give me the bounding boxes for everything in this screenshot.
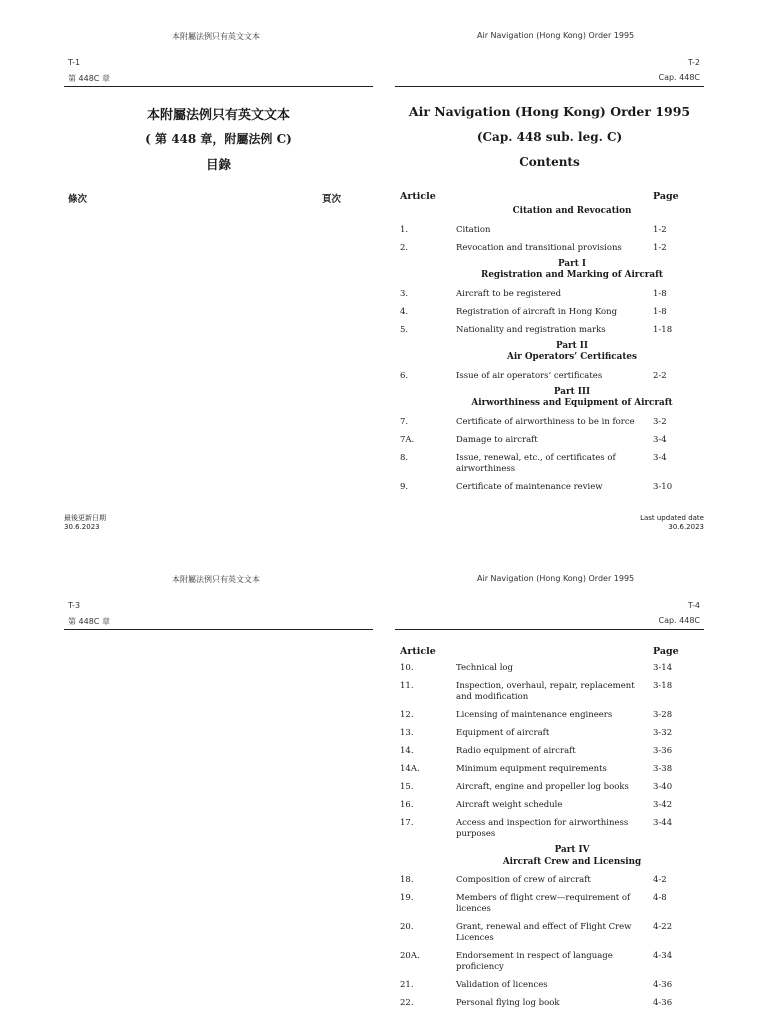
toc-article-number: 15. bbox=[400, 782, 414, 792]
left-page-number: T-1 bbox=[68, 58, 81, 67]
right-top-note: Air Navigation (Hong Kong) Order 1995 bbox=[477, 31, 635, 40]
toc-article-title: Grant, renewal and effect of Flight Crew Licences bbox=[456, 922, 632, 943]
toc-article-number: 11. bbox=[400, 681, 414, 691]
toc-article-number: 7A. bbox=[400, 434, 415, 445]
footer-right bbox=[640, 514, 704, 531]
toc-article-number: 9. bbox=[400, 481, 409, 492]
toc-page-ref: 1-8 bbox=[653, 306, 667, 317]
toc-section-heading-line: Part IV bbox=[554, 845, 590, 855]
toc-section-heading-line: Aircraft Crew and Licensing bbox=[502, 856, 642, 867]
toc-article-number: 5. bbox=[400, 324, 409, 335]
zh-title-line-2: ( 第 448 章，附屬法例 C) bbox=[145, 132, 292, 146]
toc-article-number: 21. bbox=[400, 980, 414, 990]
toc-section-heading-line: Part I bbox=[558, 258, 586, 269]
zh-column-article: 條次 bbox=[68, 194, 88, 205]
toc-row bbox=[400, 225, 704, 236]
toc-article-title: Personal flying log book bbox=[456, 998, 560, 1008]
toc-article-title: Radio equipment of aircraft bbox=[456, 746, 576, 756]
toc-page-t2 bbox=[400, 191, 704, 500]
toc-article-title: Technical log bbox=[456, 663, 513, 673]
toc-article-title: Aircraft, engine and propeller log books bbox=[456, 782, 629, 792]
toc-section-heading bbox=[400, 341, 704, 364]
column-article-2: Article bbox=[400, 646, 436, 657]
toc-row bbox=[400, 307, 704, 318]
toc-row bbox=[400, 998, 704, 1009]
toc-article-title: Composition of crew of aircraft bbox=[456, 875, 591, 885]
toc-article-number: 14A. bbox=[400, 764, 420, 774]
toc-row bbox=[400, 728, 704, 739]
toc-column-headers bbox=[400, 191, 704, 202]
toc-article-title: Nationality and registration marks bbox=[456, 324, 606, 335]
toc-article-number: 13. bbox=[400, 728, 414, 738]
toc-article-title: Citation bbox=[456, 224, 491, 235]
toc-row bbox=[400, 681, 704, 703]
toc-page-ref: 3-14 bbox=[653, 663, 673, 673]
toc-article-number: 22. bbox=[400, 998, 414, 1008]
en-title-line-2: (Cap. 448 sub. leg. C) bbox=[476, 130, 623, 144]
toc-section-heading-line: Part III bbox=[553, 386, 591, 397]
toc-page-ref: 3-10 bbox=[653, 481, 673, 492]
toc-article-title: Issue, renewal, etc., of certificates of airworthiness bbox=[456, 452, 616, 474]
toc-article-title: Revocation and transitional provisions bbox=[456, 242, 622, 253]
toc-article-number: 18. bbox=[400, 875, 414, 885]
toc-article-title: Certificate of maintenance review bbox=[456, 481, 603, 492]
toc-page-ref: 1-8 bbox=[653, 288, 667, 299]
left-chapter-2: 第 448C 章 bbox=[68, 617, 110, 626]
right-chapter: Cap. 448C bbox=[658, 73, 700, 82]
en-title-line-1: Air Navigation (Hong Kong) Order 1995 bbox=[408, 104, 691, 119]
toc-page-ref: 4-2 bbox=[653, 875, 667, 885]
toc-row bbox=[400, 325, 704, 336]
toc-page-ref: 4-34 bbox=[653, 951, 673, 961]
toc-article-title: Certificate of airworthiness to be in force bbox=[456, 416, 635, 427]
footer-left bbox=[64, 514, 106, 531]
toc-column-headers-2 bbox=[400, 646, 704, 657]
toc-row bbox=[400, 818, 704, 840]
toc-section-heading bbox=[400, 206, 704, 218]
toc-article-number: 6. bbox=[400, 370, 409, 381]
toc-section-heading bbox=[400, 259, 704, 282]
toc-page-ref: 3-4 bbox=[653, 452, 667, 463]
toc-row bbox=[400, 371, 704, 382]
toc-article-number: 8. bbox=[400, 452, 409, 463]
toc-section-heading-line: Part II bbox=[555, 340, 589, 351]
toc-page-t4 bbox=[400, 646, 704, 1016]
right-header-rule bbox=[395, 86, 704, 87]
right-page-number: T-2 bbox=[687, 58, 700, 67]
toc-article-number: 17. bbox=[400, 818, 414, 828]
toc-article-title: Members of flight crew—requirement of licences bbox=[456, 893, 631, 914]
zh-column-page: 頁次 bbox=[322, 194, 342, 205]
toc-article-number: 7. bbox=[400, 416, 409, 427]
toc-page-ref: 3-4 bbox=[653, 434, 667, 445]
toc-row bbox=[400, 417, 704, 428]
toc-row bbox=[400, 710, 704, 721]
left-chapter: 第 448C 章 bbox=[68, 74, 110, 83]
toc-article-title: Licensing of maintenance engineers bbox=[456, 710, 613, 720]
toc-page-ref: 4-36 bbox=[653, 998, 673, 1008]
toc-page-ref: 3-44 bbox=[653, 818, 673, 828]
toc-page-ref: 3-40 bbox=[653, 782, 673, 792]
toc-page-ref: 3-38 bbox=[653, 764, 673, 774]
right-page-number-2: T-4 bbox=[687, 601, 700, 610]
toc-page-ref: 3-36 bbox=[653, 746, 673, 756]
toc-section-heading bbox=[400, 387, 704, 410]
footer-left-date: 30.6.2023 bbox=[64, 522, 100, 531]
toc-article-number: 19. bbox=[400, 893, 414, 903]
toc-row bbox=[400, 875, 704, 886]
toc-article-title: Access and inspection for airworthiness purposes bbox=[456, 818, 629, 839]
right-top-note-2: Air Navigation (Hong Kong) Order 1995 bbox=[477, 574, 635, 583]
footer-right-date: 30.6.2023 bbox=[668, 522, 704, 531]
toc-article-title: Aircraft weight schedule bbox=[456, 800, 563, 810]
toc-page-ref: 1-18 bbox=[653, 324, 673, 335]
toc-row bbox=[400, 663, 704, 674]
footer-right-label: Last updated date bbox=[640, 514, 704, 522]
toc-article-number: 20A. bbox=[400, 951, 420, 961]
column-page: Page bbox=[653, 191, 679, 202]
toc-row bbox=[400, 453, 704, 475]
en-title-line-3: Contents bbox=[519, 155, 580, 169]
toc-row bbox=[400, 922, 704, 944]
toc-article-number: 1. bbox=[400, 224, 409, 235]
toc-page-ref: 3-28 bbox=[653, 710, 673, 720]
toc-article-number: 4. bbox=[400, 306, 409, 317]
toc-article-number: 14. bbox=[400, 746, 414, 756]
toc-row bbox=[400, 289, 704, 300]
zh-title-line-1: 本附屬法例只有英文文本 bbox=[146, 108, 290, 123]
right-header-rule-2 bbox=[395, 629, 704, 630]
toc-page-ref: 3-42 bbox=[653, 800, 673, 810]
toc-article-title: Validation of licences bbox=[456, 980, 548, 990]
left-header-rule bbox=[64, 86, 373, 87]
toc-row bbox=[400, 746, 704, 757]
toc-page-ref: 1-2 bbox=[653, 224, 667, 235]
toc-page-ref: 1-2 bbox=[653, 242, 667, 253]
left-header-rule-2 bbox=[64, 629, 373, 630]
zh-title-line-3: 目錄 bbox=[205, 157, 231, 172]
toc-page-ref: 4-8 bbox=[653, 893, 667, 903]
toc-row bbox=[400, 482, 704, 493]
toc-row bbox=[400, 435, 704, 446]
column-page-2: Page bbox=[653, 646, 679, 657]
footer-left-label: 最後更新日期 bbox=[64, 514, 106, 522]
toc-page-ref: 4-36 bbox=[653, 980, 673, 990]
toc-article-title: Inspection, overhaul, repair, replacement and modification bbox=[456, 681, 635, 702]
toc-article-number: 3. bbox=[400, 288, 409, 299]
toc-page-ref: 3-2 bbox=[653, 416, 667, 427]
right-chapter-2: Cap. 448C bbox=[658, 616, 700, 625]
toc-article-title: Endorsement in respect of language proficiency bbox=[456, 951, 613, 972]
toc-row bbox=[400, 980, 704, 991]
toc-row bbox=[400, 764, 704, 775]
toc-row bbox=[400, 782, 704, 793]
toc-row bbox=[400, 800, 704, 811]
toc-row bbox=[400, 243, 704, 254]
toc-page-ref: 2-2 bbox=[653, 370, 667, 381]
toc-page-ref: 4-22 bbox=[653, 922, 673, 932]
toc-article-number: 20. bbox=[400, 922, 414, 932]
toc-section-heading-line: Airworthiness and Equipment of Aircraft bbox=[471, 398, 673, 408]
toc-row bbox=[400, 893, 704, 915]
toc-section-heading-line: Citation and Revocation bbox=[512, 206, 632, 216]
toc-article-number: 12. bbox=[400, 710, 414, 720]
toc-row bbox=[400, 951, 704, 973]
toc-article-title: Equipment of aircraft bbox=[456, 728, 550, 738]
toc-article-number: 16. bbox=[400, 800, 414, 810]
toc-entries-2 bbox=[400, 663, 704, 1009]
toc-section-heading-line: Registration and Marking of Aircraft bbox=[481, 270, 663, 280]
column-article: Article bbox=[400, 191, 436, 202]
toc-article-title: Damage to aircraft bbox=[456, 434, 538, 445]
toc-entries bbox=[400, 206, 704, 493]
toc-article-title: Registration of aircraft in Hong Kong bbox=[456, 306, 618, 317]
left-page-number-2: T-3 bbox=[68, 601, 81, 610]
toc-page-ref: 3-32 bbox=[653, 728, 673, 738]
toc-section-heading-line: Air Operators’ Certificates bbox=[507, 352, 637, 362]
left-top-note: 本附屬法例只有英文文本 bbox=[172, 32, 260, 41]
left-top-note-2: 本附屬法例只有英文文本 bbox=[172, 575, 260, 584]
toc-article-title: Aircraft to be registered bbox=[456, 288, 562, 299]
toc-article-number: 10. bbox=[400, 663, 414, 673]
toc-article-title: Issue of air operators’ certificates bbox=[456, 370, 603, 381]
toc-section-heading bbox=[400, 845, 704, 868]
toc-page-ref: 3-18 bbox=[653, 681, 673, 691]
toc-article-number: 2. bbox=[400, 242, 409, 253]
toc-article-title: Minimum equipment requirements bbox=[456, 764, 607, 774]
